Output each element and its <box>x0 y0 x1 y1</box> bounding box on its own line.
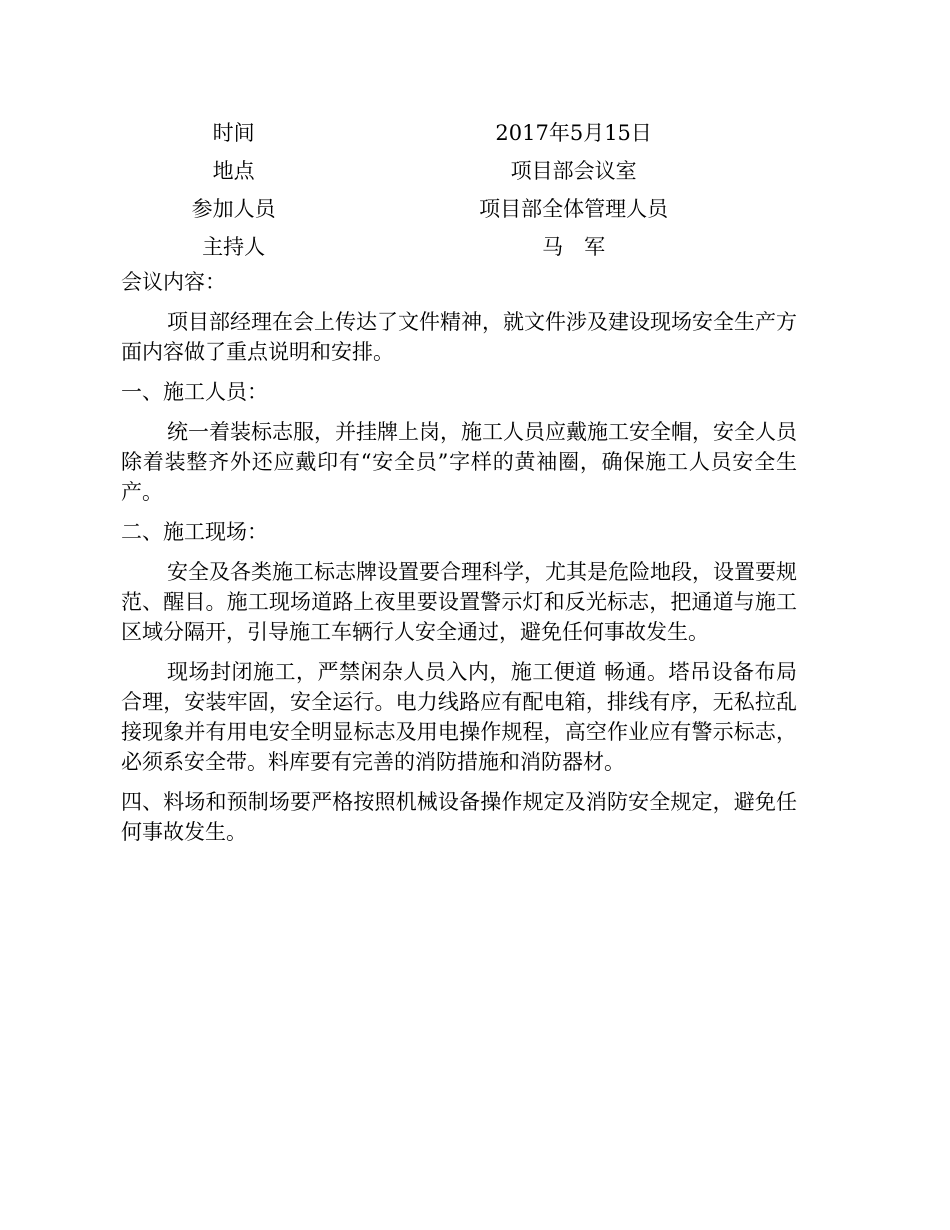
info-value: 2017年5月15日 <box>495 121 652 145</box>
info-label: 地点 <box>212 159 255 183</box>
info-value: 项目部全体管理人员 <box>479 197 669 221</box>
info-value: 马 军 <box>542 235 606 259</box>
section-2-body-1: 安全及各类施工标志牌设置要合理科学，尤其是危险地段，设置要规范、醒目。施工现场道路上夜里要设置警示灯和反光标志，把通道与施工区域分隔开，引导施工车辆行人安全通过，避免任何事故发生。 <box>121 560 797 644</box>
section-2-title: 二、施工现场： <box>121 520 268 544</box>
intro-paragraph: 项目部经理在会上传达了文件精神，就文件涉及建设现场安全生产方面内容做了重点说明和安排。 <box>121 310 797 364</box>
info-row-attendees <box>120 189 800 227</box>
info-label: 主持人 <box>202 235 266 259</box>
info-row-location <box>120 151 800 189</box>
info-row-time <box>120 113 800 151</box>
section-2-body-2: 现场封闭施工，严禁闲杂人员入内，施工便道 畅通。塔吊设备布局合理，安装牢固，安全运行。电力线路应有配电箱，排线有序，无私拉乱接现象并有用电安全明显标志及用电操作规程，高空作业应有警示标志，必须系安全带。料库要有完善的消防措施和消防器材。 <box>121 660 797 774</box>
info-value: 项目部会议室 <box>510 159 637 183</box>
info-label: 时间 <box>212 121 255 145</box>
info-label: 参加人员 <box>191 197 276 221</box>
content-heading: 会议内容： <box>121 270 226 294</box>
meeting-info-table <box>120 113 800 265</box>
info-row-host <box>120 227 800 265</box>
section-4-paragraph: 四、料场和预制场要严格按照机械设备操作规定及消防安全规定，避免任何事故发生。 <box>121 790 797 844</box>
meeting-content <box>121 267 797 857</box>
section-1-body: 统一着装标志服，并挂牌上岗，施工人员应戴施工安全帽，安全人员除着装整齐外还应戴印有“安全员”字样的黄袖圈，确保施工人员安全生产。 <box>121 420 797 504</box>
section-1-title: 一、施工人员： <box>121 380 268 404</box>
